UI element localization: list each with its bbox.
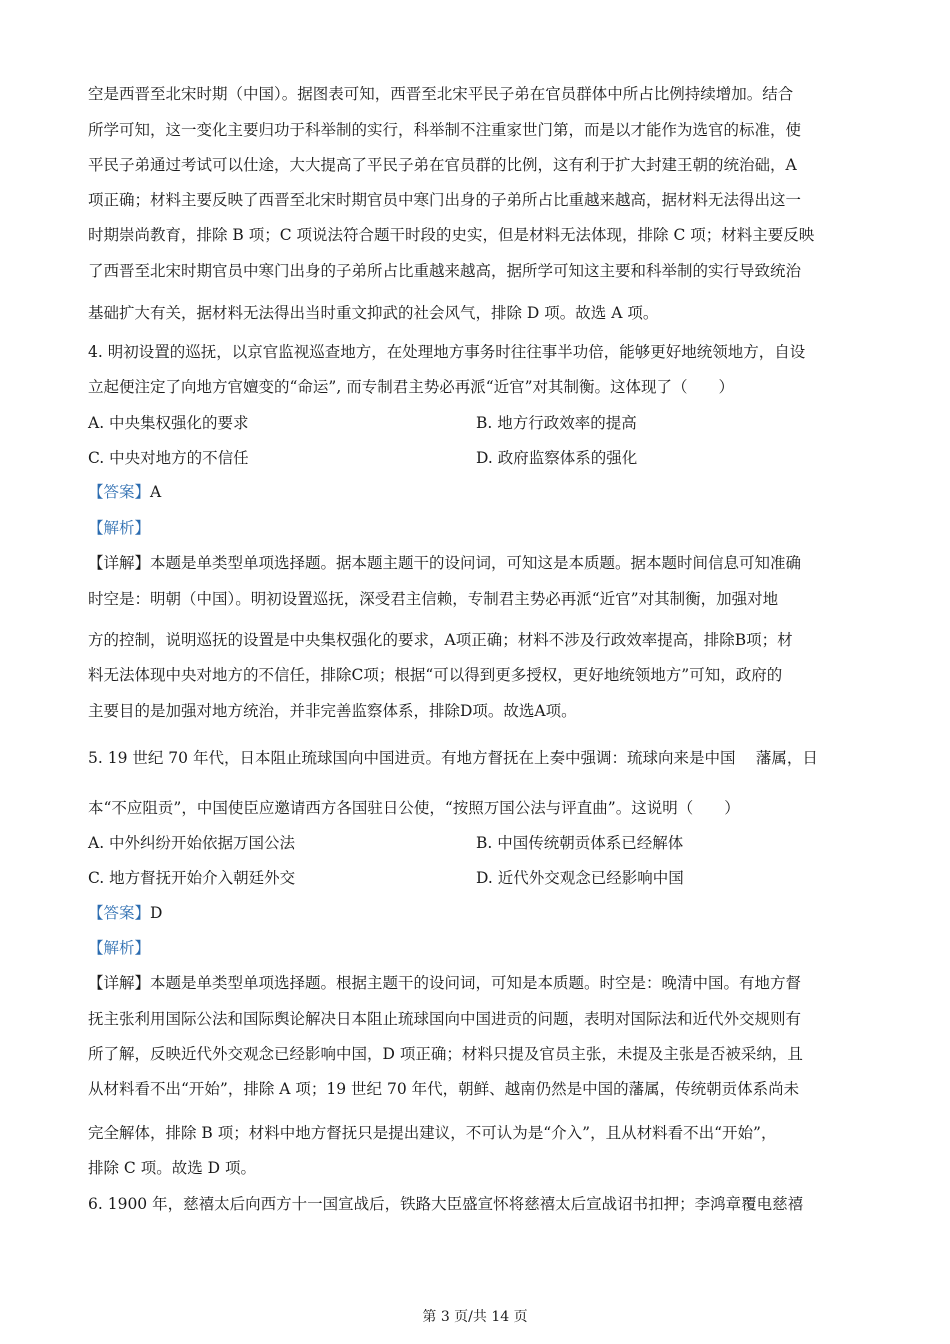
- q5-detail-line: 排除 C 项。故选 D 项。: [88, 1159, 256, 1177]
- q4-detail-line: 方的控制，说明巡抚的设置是中央集权强化的要求，A项正确；材料不涉及行政效率提高，排除B项；材: [88, 631, 793, 649]
- paragraph-line: 平民子弟通过考试可以仕途，大大提高了平民子弟在官员群的比例，这有利于扩大封建王朝的统治础，A: [88, 156, 797, 174]
- paragraph-line: 空是西晋至北宋时期（中国）。据图表可知，西晋至北宋平民子弟在官员群体中所占比例持续增加。结合: [88, 85, 794, 103]
- q5-answer: [88, 903, 162, 923]
- q4-analysis-tag: 【解析】: [88, 519, 151, 537]
- answer-value: A: [150, 483, 162, 501]
- q4-option-a: A. 中央集权强化的要求: [88, 414, 249, 432]
- q4-answer: [88, 482, 161, 502]
- question-6-stem: 6. 1900 年，慈禧太后向西方十一国宣战后，铁路大臣盛宣怀将慈禧太后宣战诏书扣押；李鸿章覆电慈禧: [88, 1195, 804, 1213]
- q4-detail-line: 时空是：明朝（中国）。明初设置巡抚，深受君主信赖，专制君主势必再派“近官”对其制衡，加强对地: [88, 590, 779, 608]
- q5-detail-line: 完全解体，排除 B 项；材料中地方督抚只是提出建议，不可认为是“介入”，且从材料看不出“开始”，: [88, 1124, 777, 1142]
- q5-detail-line: 【详解】本题是单类型单项选择题。根据主题干的设问词，可知是本质题。时空是：晚清中国。有地方督: [88, 974, 802, 992]
- question-4-stem: 4. 明初设置的巡抚，以京官监视巡查地方，在处理地方事务时往往事半功倍，能够更好地统领地方，自设: [88, 343, 806, 361]
- q4-option-c: C. 中央对地方的不信任: [88, 449, 249, 467]
- paragraph-line: 时期崇尚教育，排除 B 项；C 项说法符合题干时段的史实，但是材料无法体现，排除 C 项；材料主要反映: [88, 226, 815, 244]
- q5-analysis-tag: 【解析】: [88, 939, 151, 957]
- q5-detail-line: 所了解，反映近代外交观念已经影响中国，D 项正确；材料只提及官员主张，未提及主张是否被采纳，且: [88, 1045, 803, 1063]
- paragraph-line: 基础扩大有关，据材料无法得出当时重文抑武的社会风气，排除 D 项。故选 A 项。: [88, 304, 659, 322]
- answer-tag: 【答案】: [88, 483, 151, 501]
- q4-detail-line: 料无法体现中央对地方的不信任，排除C项；根据“可以得到更多授权，更好地统领地方”可知，政府的: [88, 666, 783, 684]
- q5-option-c: C. 地方督抚开始介入朝廷外交: [88, 869, 296, 887]
- q5-option-d: D. 近代外交观念已经影响中国: [476, 869, 684, 887]
- question-5-stem: 本“不应阻贡”，中国使臣应邀请西方各国驻日公使，“按照万国公法与评直曲”。这说明（ ）: [88, 799, 740, 817]
- q5-option-a: A. 中外纠纷开始依据万国公法: [88, 834, 296, 852]
- paragraph-line: 了西晋至北宋时期官员中寒门出身的子弟所占比重越来越高，据所学可知这主要和科举制的实行导致统治: [88, 262, 802, 280]
- q4-detail-line: 主要目的是加强对地方统治，并非完善监察体系，排除D项。故选A项。: [88, 702, 577, 720]
- paragraph-line: 所学可知，这一变化主要归功于科举制的实行，科举制不注重家世门第，而是以才能作为选官的标准，使: [88, 121, 802, 139]
- page-number: 第 3 页/共 14 页: [422, 1309, 528, 1325]
- q4-option-d: D. 政府监察体系的强化: [476, 449, 638, 467]
- question-5-stem: 5. 19 世纪 70 年代，日本阻止琉球国向中国进贡。有地方督抚在上奏中强调：琉球向来是中国 藩属，日: [88, 749, 818, 767]
- q4-option-b: B. 地方行政效率的提高: [476, 414, 637, 432]
- question-4-stem: 立起便注定了向地方官嬗变的“命运”, 而专制君主势必再派“近官”对其制衡。这体现了（ ）: [88, 378, 735, 396]
- answer-tag: 【答案】: [88, 904, 151, 922]
- answer-value: D: [150, 904, 163, 922]
- q5-option-b: B. 中国传统朝贡体系已经解体: [476, 834, 684, 852]
- q5-detail-line: 抚主张利用国际公法和国际舆论解决日本阻止琉球国向中国进贡的问题，表明对国际法和近代外交规则有: [88, 1010, 802, 1028]
- paragraph-line: 项正确；材料主要反映了西晋至北宋时期官员中寒门出身的子弟所占比重越来越高，据材料无法得出这一: [88, 191, 802, 209]
- q5-detail-line: 从材料看不出“开始”，排除 A 项；19 世纪 70 年代，朝鲜、越南仍然是中国的藩属，传统朝贡体系尚未: [88, 1080, 800, 1098]
- q4-detail-line: 【详解】本题是单类型单项选择题。据本题主题干的设问词，可知这是本质题。据本题时间信息可知准确: [88, 554, 802, 572]
